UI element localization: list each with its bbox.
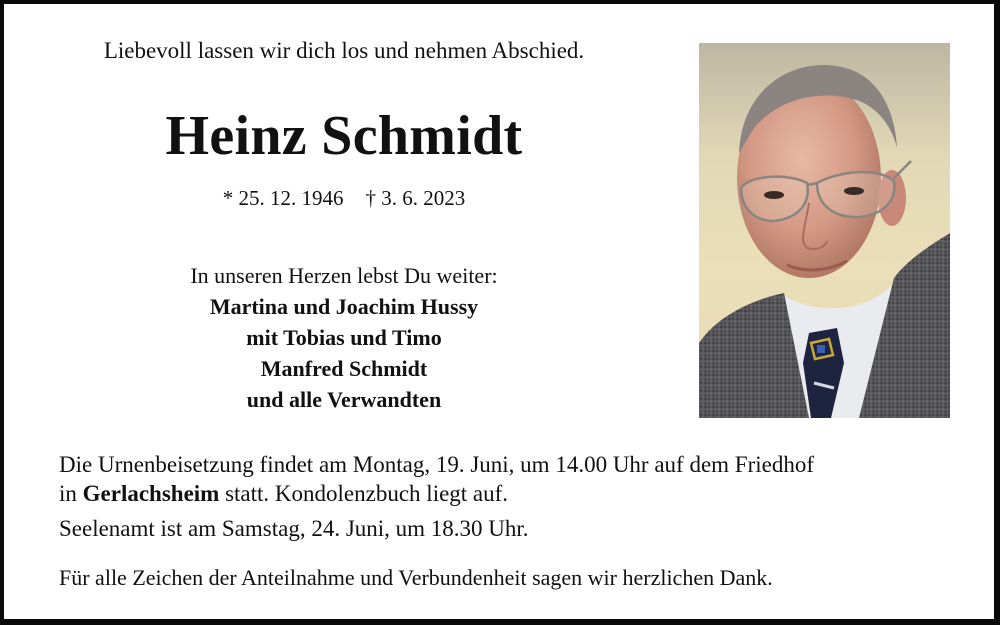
- death-date: † 3. 6. 2023: [365, 186, 466, 210]
- cemetery-location: Gerlachsheim: [82, 481, 220, 506]
- funeral-details: [59, 450, 814, 543]
- mourner-line: mit Tobias und Timo: [246, 325, 442, 350]
- mourner-line: Manfred Schmidt: [260, 356, 428, 381]
- thanks-text: Für alle Zeichen der Anteilnahme und Verbundenheit sagen wir herzlichen Dank.: [59, 565, 773, 590]
- portrait-image: [699, 43, 950, 418]
- burial-info-line: Die Urnenbeisetzung findet am Montag, 19. Juni, um 14.00 Uhr auf dem Friedhof: [59, 452, 815, 477]
- mourner-line: Martina und Joachim Hussy: [209, 294, 479, 319]
- requiem-mass-line: Seelenamt ist am Samstag, 24. Juni, um 18.30 Uhr.: [59, 516, 529, 541]
- portrait-photo: [699, 43, 950, 418]
- mourners-block: [4, 260, 684, 415]
- location-suffix: statt. Kondolenzbuch liegt auf.: [219, 481, 509, 506]
- location-prefix: in: [59, 481, 83, 506]
- life-dates: [4, 186, 684, 211]
- motto-text: Liebevoll lassen wir dich los und nehmen Abschied.: [103, 38, 585, 63]
- mourner-line: und alle Verwandten: [246, 387, 442, 412]
- deceased-name: Heinz Schmidt: [165, 105, 523, 167]
- birth-date: * 25. 12. 1946: [222, 186, 344, 210]
- burial-location-line: [59, 479, 814, 508]
- mourners-intro: In unseren Herzen lebst Du weiter:: [190, 263, 498, 288]
